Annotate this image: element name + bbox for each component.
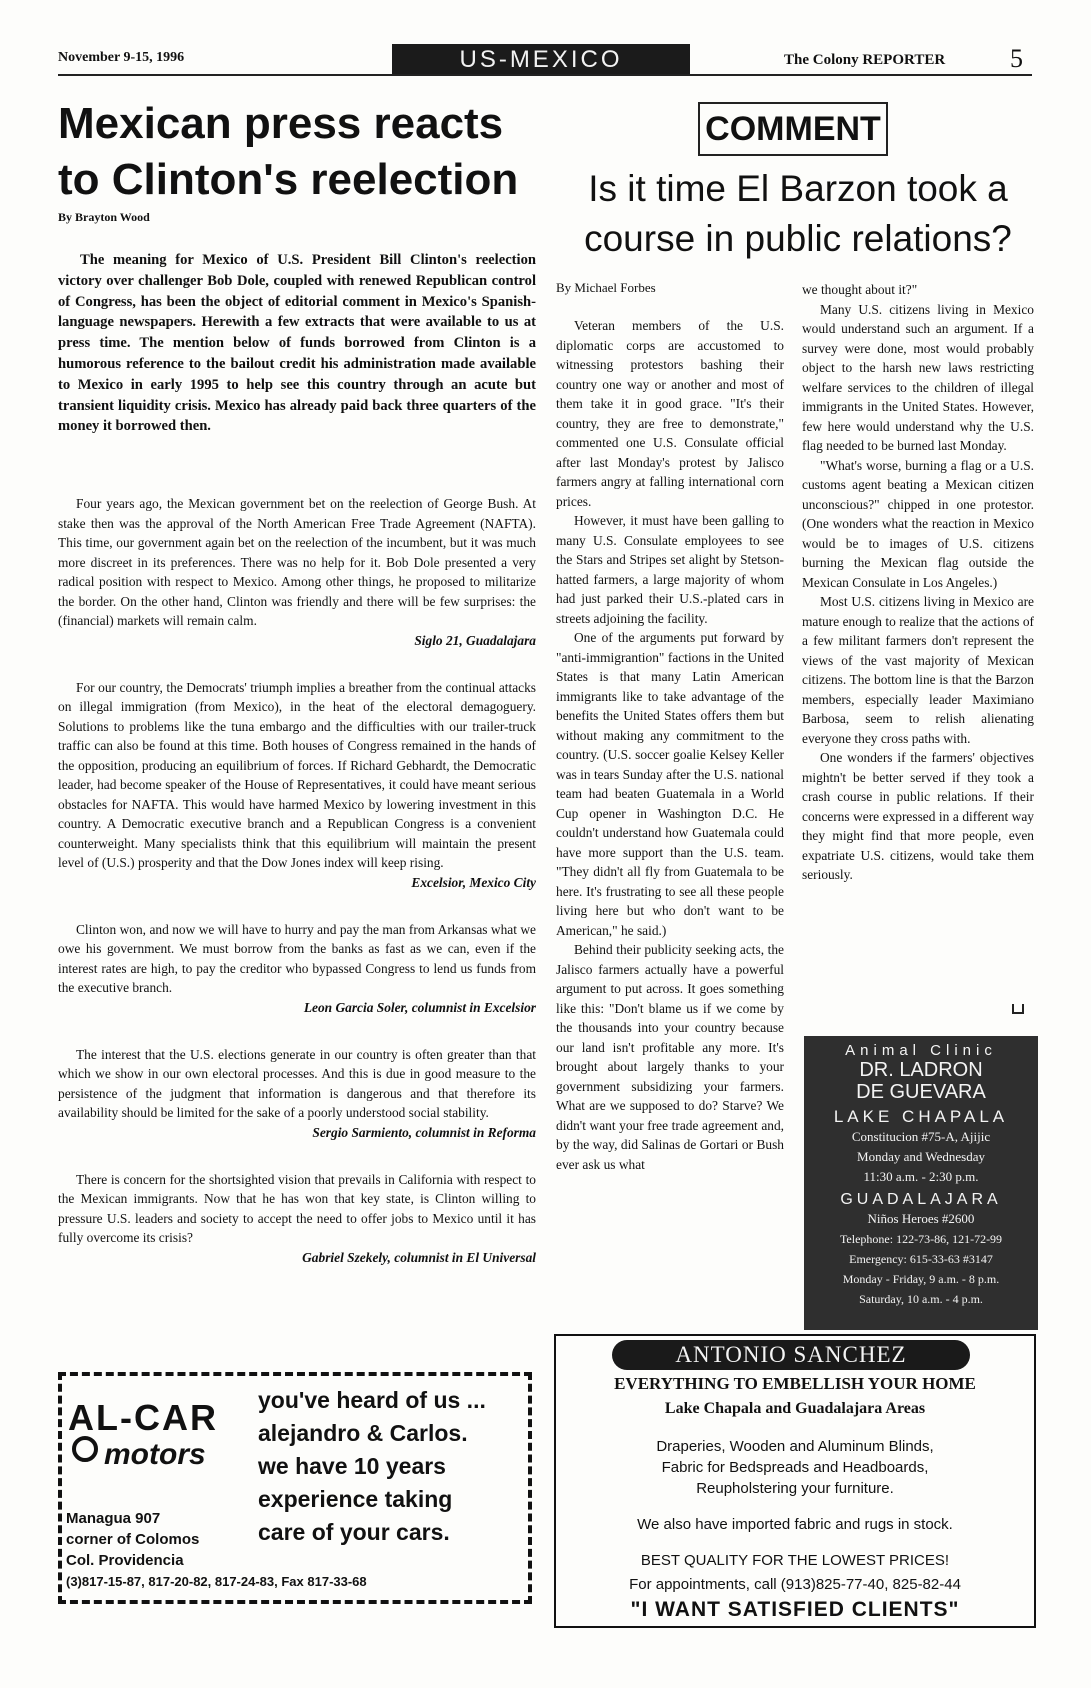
comment-paragraph: Most U.S. citizens living in Mexico are mature enough to realize that the actions of a few militant farmers don't represent the views of the vast majority of Mexican citizens. The bottom line is that the Barzon members, especially leader Maximiano Barbosa, seem to relish alienating everyone they cross paths with. — [802, 594, 1034, 746]
alcar-address-line: Managua 907 — [66, 1510, 161, 1527]
extracts-column — [58, 494, 536, 1267]
alcar-logo-top: AL-CAR — [68, 1397, 218, 1438]
headline — [58, 96, 518, 208]
alcar-slogan-line: experience taking — [258, 1486, 453, 1512]
headline-line-1: Mexican press reacts — [58, 99, 504, 148]
clinic-ad-line: DE GUEVARA — [856, 1081, 986, 1103]
newspaper-name: The Colony REPORTER — [784, 52, 946, 68]
extract-text: There is concern for the shortsighted vision that prevails in California with respect to the Mexican immigrants. Now that he has won that key state, is Clinton willing to pressure U.S. leaders and society to accept the need to offer jobs to Mexico until it has fully overcome its crisis? — [58, 1171, 536, 1245]
extract-source: Leon Garcia Soler, columnist in Excelsior — [303, 999, 536, 1015]
comment-paragraph: Veteran members of the U.S. diplomatic corps are accustomed to witnessing protestors bashing their country one way or another and most of them take it in good grace. "It's their country, they are free to demonstrate," commented one U.S. Consulate official after last Monday's protest by Jalisco farmers angry at falling international corn prices. — [556, 318, 784, 509]
comment-label: COMMENT — [698, 102, 888, 156]
alcar-phones: (3)817-15-87, 817-20-82, 817-24-83, Fax 817-33-68 — [66, 1574, 367, 1589]
antonio-areas: Lake Chapala and Guadalajara Areas — [664, 1400, 926, 1417]
extract-text: Four years ago, the Mexican government bet on the reelection of George Bush. At stake then was the approval of the North American Free Trade Agreement (NAFTA). This time, our government again bet on the reelection of the incumbent, but it was much more discreet in its preferences. There was no help for it. Bob Dole presented a very radical position with respect to Mexico. Among other things, he proposed to militarize the border. On the other hand, Clinton was friendly and there will be few surprises: the (financial) markets will remain calm. — [58, 496, 536, 628]
clinic-ad-line: Emergency: 615-33-63 #3147 — [849, 1252, 993, 1266]
extract-source: Siglo 21, Guadalajara — [414, 632, 536, 648]
comment-headline-line-2: course in public relations? — [584, 218, 1012, 259]
clinic-ad-line: Niños Heroes #2600 — [867, 1211, 975, 1226]
extract-source: Sergio Sarmiento, columnist in Reforma — [312, 1124, 536, 1140]
alcar-address — [66, 1508, 199, 1571]
wrench-icon — [72, 1436, 98, 1462]
clinic-ad-line: Saturday, 10 a.m. - 4 p.m. — [859, 1292, 983, 1306]
comment-paragraph: One of the arguments put forward by "anti-immigrantion" factions in the United States is that many Latin American immigrants like to take advantage of the benefits the United States offers them but without making any commitment to the country. (U.S. soccer goalie Kelsey Keller was in tears Sunday after the U.S. national team had beaten Guatemala in a World Cup opener in Washington D.C. He couldn't understand how Guatemala could have more support than the U.S. team. "They didn't all fly from Guatemala to be here. It's frustrating to see all these people living here but who don't want to be American," he said.) — [556, 630, 784, 938]
antonio-name: ANTONIO SANCHEZ — [612, 1340, 970, 1370]
extract-source: Gabriel Szekely, columnist in El Universal — [302, 1249, 536, 1265]
clinic-ad-line: Constitucion #75-A, Ajijic — [851, 1129, 991, 1144]
antonio-appointments: For appointments, call (913)825-77-40, 825-82-44 — [629, 1576, 961, 1593]
header-rule — [58, 74, 1032, 76]
comment-paragraph: However, it must have been galling to many U.S. Consulate employees to see the Stars and Stripes set alight by Stetson-hatted farmers, a large majority of whom had just parked their U.S.-plated cars in streets adjoining the facility. — [556, 513, 784, 626]
issue-date: November 9-15, 1996 — [58, 50, 185, 65]
comment-paragraph: Behind their publicity seeking acts, the Jalisco farmers actually have a powerful argument to put across. It goes something like this: "Don't blame us if we come by the thousands into your country because our land isn't profitable any more. It's brought about largely thanks to your government subsidizing your farmers. What are we supposed to do? Starve? We didn't want your free trade agreement and, by the way, did Salinas de Gortari or Bush ever ask us what — [556, 942, 784, 1172]
antonio-best: BEST QUALITY FOR THE LOWEST PRICES! — [640, 1552, 950, 1569]
extract-text: Clinton won, and now we will have to hurry and pay the man from Arkansas what we owe his government. We must borrow from the banks as fast as we can, even if the interest rates are high, to pay the creditor who bypassed Congress to lend us funds from the executive branch. — [58, 921, 536, 995]
comment-paragraph: Many U.S. citizens living in Mexico would understand such an argument. If a survey were done, most would probably object to the harsh new laws restricting welfare services to the children of illegal immigrants in the United States. However, few here would understand why the U.S. flag needed to be burned last Monday. — [802, 301, 1034, 453]
clinic-ad-line: DR. LADRON — [859, 1059, 983, 1081]
extract-text: The interest that the U.S. elections generate in our country is often greater than that which we show in our own electoral processes. And this is due in good measure to the persistence of the judgment that information is dangerous and that therefore its availability should be limited for the sake of a poorly understood social stability. — [58, 1046, 536, 1120]
alcar-address-line: Col. Providencia — [66, 1552, 184, 1569]
byline: By Brayton Wood — [58, 210, 150, 224]
alcar-slogan-line: care of your cars. — [258, 1519, 450, 1545]
clinic-ad-line: Monday and Wednesday — [857, 1149, 985, 1164]
alcar-slogan-line: alejandro & Carlos. — [258, 1420, 468, 1446]
alcar-logo — [68, 1398, 254, 1472]
antonio-services-line: Fabric for Bedspreads and Headboards, — [661, 1459, 929, 1476]
antonio-imported: We also have imported fabric and rugs in stock. — [637, 1516, 953, 1533]
alcar-slogan-line: we have 10 years — [258, 1453, 446, 1479]
comment-paragraph: "What's worse, burning a flag or a U.S. customs agent beating a Mexican citizen unconscious?" chipped in one protestor. (One wonders what the reaction in Mexico would be to images of U.S. citizens burning the Mexican flag outside the Mexican Consulate in Los Angeles.) — [802, 457, 1034, 590]
alcar-slogan-line: you've heard of us ... — [258, 1387, 486, 1413]
page-number: 5 — [1010, 44, 1023, 73]
comment-paragraph: One wonders if the farmers' objectives mightn't be better served if they took a crash course in public relations. If their concerns were expressed in a different way they might find that more people, even expatriate U.S. citizens, would take them seriously. — [802, 750, 1034, 882]
end-mark-icon — [1012, 1004, 1024, 1014]
antonio-services-line: Draperies, Wooden and Aluminum Blinds, — [656, 1438, 934, 1455]
alcar-slogan — [258, 1384, 486, 1549]
section-title: US-MEXICO — [459, 46, 623, 73]
clinic-ad-line: Monday - Friday, 9 a.m. - 8 p.m. — [842, 1272, 1000, 1286]
antonio-services — [556, 1436, 1034, 1499]
comment-byline: By Michael Forbes — [556, 280, 656, 295]
comment-headline-line-1: Is it time El Barzon took a — [588, 168, 1008, 209]
clinic-ad-line: 11:30 a.m. - 2:30 p.m. — [863, 1169, 979, 1184]
comment-headline — [556, 164, 1040, 264]
alcar-logo-bottom: motors — [104, 1438, 206, 1471]
antonio-tagline: EVERYTHING TO EMBELLISH YOUR HOME — [614, 1374, 976, 1393]
clinic-ad-line: GUADALAJARA — [840, 1191, 1002, 1208]
alcar-address-line: corner of Colomos — [66, 1531, 200, 1548]
comment-column-1 — [556, 316, 784, 1174]
antonio-slogan: "I WANT SATISFIED CLIENTS" — [630, 1598, 960, 1621]
headline-line-2: to Clinton's reelection — [58, 155, 519, 204]
clinic-ad-line: LAKE CHAPALA — [833, 1107, 1009, 1126]
clinic-ad — [804, 1036, 1038, 1330]
extract-source: Excelsior, Mexico City — [411, 874, 536, 890]
clinic-ad-line: Telephone: 122-73-86, 121-72-99 — [839, 1232, 1003, 1246]
comment-paragraph: we thought about it?" — [802, 282, 918, 297]
intro-paragraph: The meaning for Mexico of U.S. President Bill Clinton's reelection victory over challenger Bob Dole, coupled with renewed Republican control of Congress, has been the object of editorial comment in Mexico's Spanish-language newspapers. Herewith a few extracts that were available to us at press time. The mention below of funds borrowed from Clinton is a humorous reference to the bailout credit his administration made available to Mexico in early 1995 to help see this country through an acute but transient liquidity crisis. Mexico has already paid back three quarters of the money it borrowed then. — [58, 252, 536, 435]
antonio-services-line: Reupholstering your furniture. — [696, 1480, 894, 1497]
extract-text: For our country, the Democrats' triumph implies a breather from the continual attacks on illegal immigration (from Mexico), in the heat of the electoral demagoguery. Solutions to problems like the tuna embargo and the difficulties with our trailer-truck traffic can also be found at this time. Both houses of Congress remained in the hands of the opposition, producing an equilibrium of forces. If Richard Gebhardt, the Democratic leader, had become speaker of the House of Representatives, it could have meant serious obstacles for NAFTA. This would have harmed Mexico by lowering investment in this country. A Democratic executive branch and a Republican Congress is a convenient counterweight. Many specialists think that this equilibrium will maintain the present level of (U.S.) prosperity and that the Dow Jones index will keep rising. — [58, 679, 536, 870]
comment-column-2 — [802, 280, 1034, 885]
clinic-ad-line: Animal Clinic — [845, 1042, 997, 1059]
